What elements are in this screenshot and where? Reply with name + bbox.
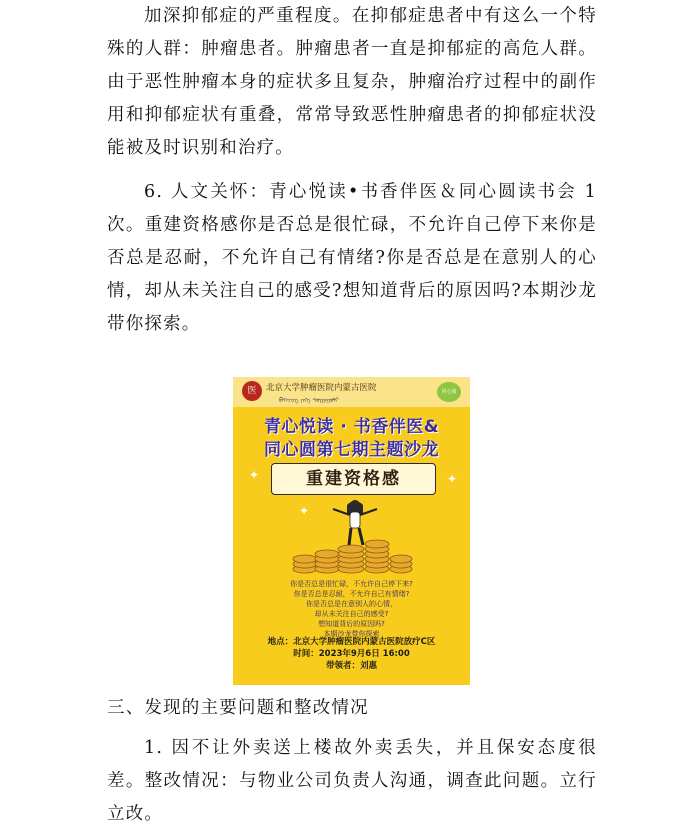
poster-question-line: 你是否总是忍耐，不允许自己有情绪? <box>293 590 410 598</box>
poster-title-line2: 同心圆第七期主题沙龙 <box>264 440 439 460</box>
poster-theme-banner: 重建资格感 <box>271 463 436 495</box>
salon-poster-image <box>233 377 470 685</box>
star-icon: ✦ <box>249 468 260 482</box>
poster-location: 地点：北京大学肿瘤医院内蒙古医院放疗C区 <box>267 637 436 647</box>
hospital-logo-icon: 医 <box>242 381 262 401</box>
star-icon: ✦ <box>447 472 458 486</box>
poster-question-line: 本期沙龙带你探索 <box>323 630 380 638</box>
poster-title-line1: 青心悦读 · 书香伴医& <box>263 417 440 437</box>
paragraph-depression-tumor: 加深抑郁症的严重程度。在抑郁症患者中有这么一个特殊的人群：肿瘤患者。肿瘤患者一直是抑郁症的高危人群。由于恶性肿瘤本身的症状多且复杂，肿瘤治疗过程中的副作用和抑郁症状有重叠，常常导致恶性肿瘤患者的抑郁症状没能被及时识别和治疗。 <box>107 6 597 158</box>
paragraph-takeout-issue: 1. 因不让外卖送上楼故外卖丢失，并且保安态度很差。整改情况：与物业公司负责人沟通，调查此问题。立行立改。 <box>107 738 597 824</box>
person-on-coins-illustration <box>289 495 419 577</box>
poster-question-line: 你是否总是很忙碌，不允许自己停下来? <box>290 580 413 588</box>
poster-question-line: 却从未关注自己的感受? <box>314 610 389 618</box>
section-heading-problems: 三、发现的主要问题和整改情况 <box>107 698 369 718</box>
poster-question-line: 想知道背后的原因吗? <box>318 620 385 628</box>
paragraph-humanistic-care: 6. 人文关怀：青心悦读•书香伴医＆同心圆读书会 1 次。重建资格感你是否总是很忙碌，不允许自己停下来你是否总是忍耐，不允许自己有情绪?你是否总是在意别人的心情，却从未关注自己的感受?想知道背后的原因吗?本期沙龙带你探索。 <box>107 182 597 334</box>
poster-time: 时间：2023年9月6日 16:00 <box>293 649 410 659</box>
star-icon: ✦ <box>299 504 310 518</box>
poster-question-line: 你是否总是在意别人的心情， <box>306 600 397 608</box>
poster-hospital-mongolian: ᠪᠡᠭᠡᠵᠢᠩ ᠶᠡᠬᠡ ᠰᠤᠷᠭᠠᠭᠤᠯᠢ <box>279 397 339 404</box>
poster-hospital-name: 北京大学肿瘤医院内蒙古医院 <box>266 383 377 393</box>
reading-club-logo-icon: 同心圆 <box>437 382 461 402</box>
poster-questions <box>233 579 470 639</box>
poster-leader: 带领者：刘惠 <box>325 661 377 671</box>
